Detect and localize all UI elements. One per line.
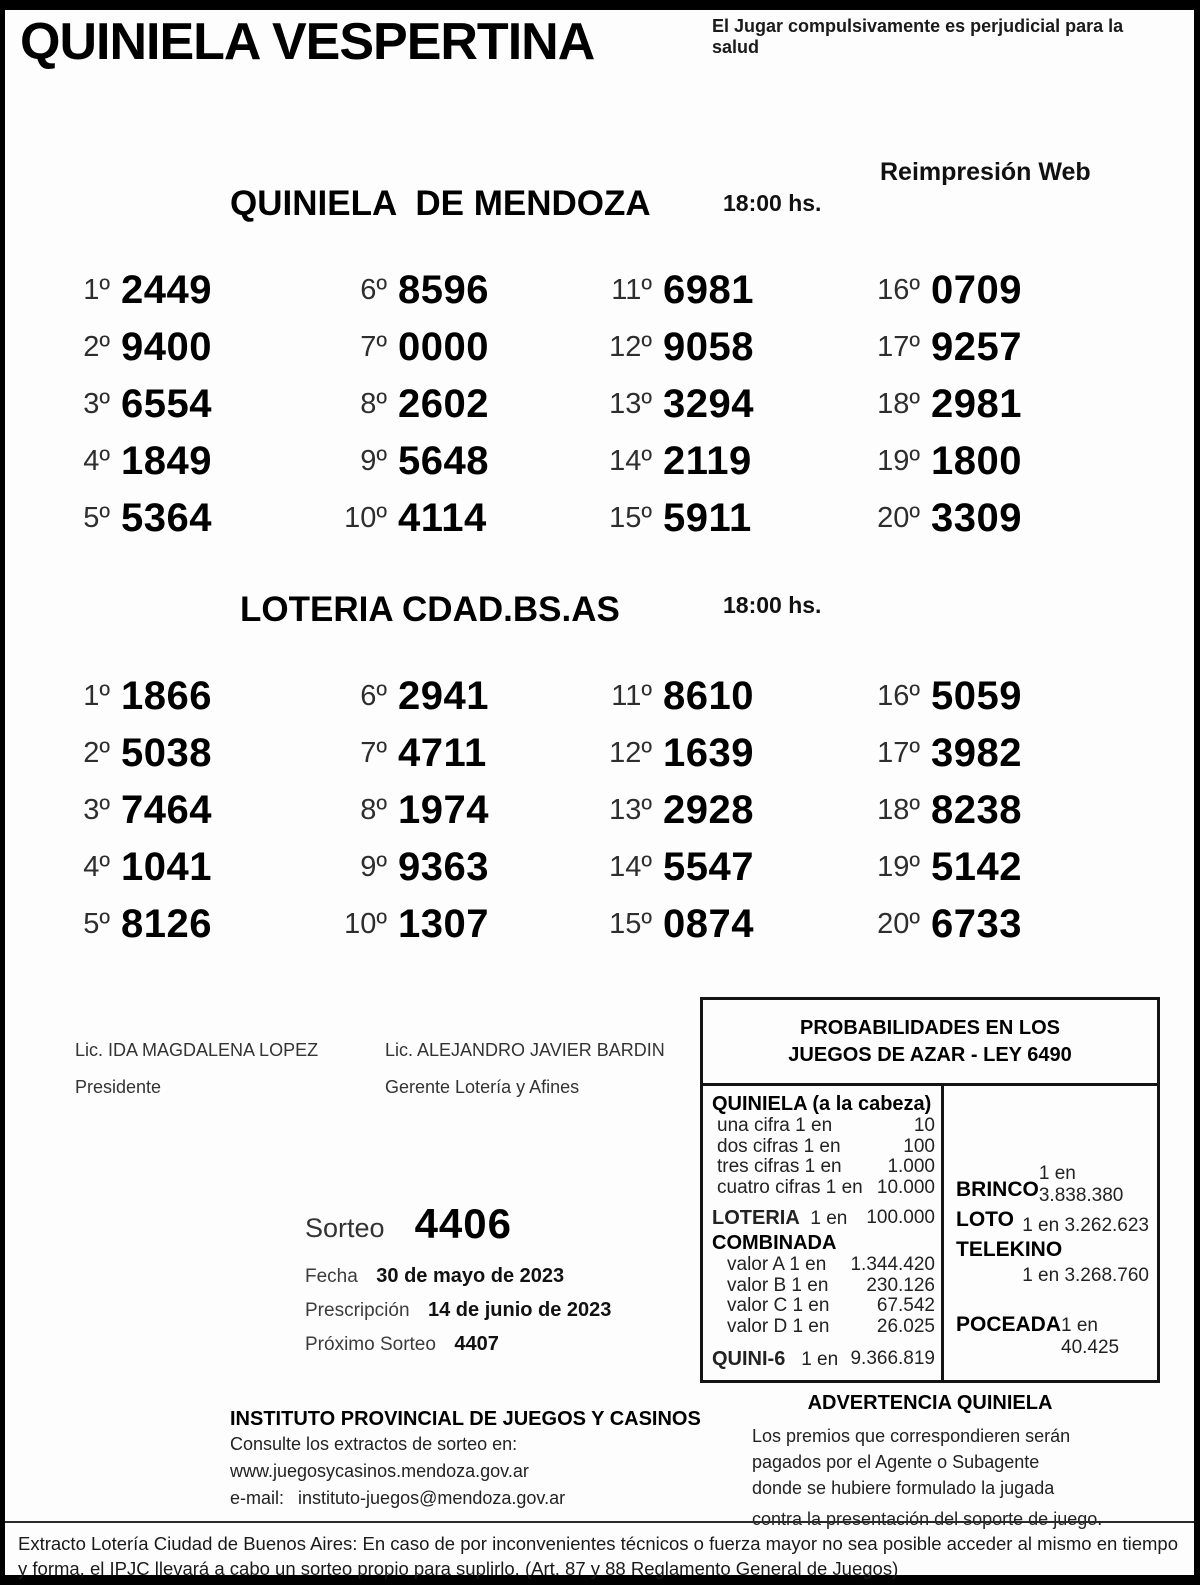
result-number: 4114	[398, 496, 487, 540]
probability-label: tres cifras 1 en	[717, 1156, 842, 1177]
result-rank: 19º	[877, 851, 920, 883]
result-cell	[580, 376, 848, 433]
result-cell	[580, 319, 848, 376]
probability-value: 1.000	[887, 1156, 935, 1177]
probability-value: 1.344.420	[850, 1254, 935, 1275]
signature-name: Lic. ALEJANDRO JAVIER BARDIN	[385, 1040, 665, 1060]
result-number: 2981	[931, 382, 1022, 426]
quini6-odds-label: QUINI-6	[712, 1348, 786, 1370]
result-rank: 16º	[877, 680, 920, 712]
result-rank: 20º	[877, 908, 920, 940]
result-rank: 18º	[877, 388, 920, 420]
probability-value: 67.542	[876, 1295, 935, 1316]
prescription-label: Prescripción	[305, 1300, 410, 1321]
probability-row	[712, 1317, 935, 1338]
signature-role: Gerente Lotería y Afines	[385, 1077, 580, 1097]
result-rank: 7º	[360, 331, 387, 363]
result-rank: 19º	[877, 445, 920, 477]
warning-line: donde se hubiere formulado la jugada	[752, 1478, 1055, 1498]
footer-divider	[5, 1521, 1194, 1523]
quiniela-odds-rows	[712, 1116, 935, 1198]
bsas-results-grid	[38, 668, 1158, 953]
result-number: 4711	[398, 731, 487, 775]
probability-row	[712, 1116, 935, 1137]
result-cell	[38, 839, 315, 896]
warning-line: Los premios que correspondieren serán	[752, 1426, 1071, 1446]
probability-label: valor C 1 en	[727, 1295, 830, 1316]
probabilities-right-column	[944, 1086, 1157, 1383]
result-number: 6554	[121, 382, 212, 426]
draw-info-block	[305, 1200, 611, 1362]
result-rank: 7º	[360, 737, 387, 769]
quiniela-warning-text	[700, 1423, 1160, 1532]
result-rank: 1º	[83, 274, 110, 306]
result-cell	[848, 896, 1158, 953]
probability-value: 230.126	[866, 1274, 935, 1296]
probability-label: valor D 1 en	[727, 1315, 830, 1337]
result-cell	[580, 668, 848, 725]
result-rank: 4º	[83, 445, 110, 477]
result-number: 5059	[931, 674, 1022, 718]
result-cell	[580, 782, 848, 839]
result-number: 5911	[663, 496, 752, 540]
result-number: 9058	[663, 325, 754, 369]
result-rank: 18º	[877, 794, 920, 826]
institute-email-line	[230, 1485, 701, 1512]
result-rank: 12º	[609, 331, 652, 363]
result-cell	[315, 376, 580, 433]
draw-number-value: 4406	[414, 1200, 512, 1247]
result-cell	[848, 782, 1158, 839]
result-rank: 8º	[360, 794, 387, 826]
result-rank: 3º	[83, 388, 110, 420]
loto-label: LOTO	[956, 1208, 1014, 1231]
result-cell	[315, 668, 580, 725]
result-number: 5364	[121, 496, 212, 540]
result-rank: 5º	[83, 908, 110, 940]
prescription-value: 14 de junio de 2023	[428, 1299, 612, 1321]
probability-row	[712, 1296, 935, 1317]
result-cell	[38, 725, 315, 782]
probability-label: cuatro cifras 1 en	[717, 1176, 863, 1198]
mendoza-section-heading: QUINIELA DE MENDOZA	[230, 184, 651, 223]
result-rank: 10º	[344, 908, 387, 940]
institute-email: instituto-juegos@mendoza.gov.ar	[298, 1488, 566, 1508]
result-rank: 12º	[609, 737, 652, 769]
quiniela-warning-title: ADVERTENCIA QUINIELA	[807, 1392, 1053, 1414]
result-cell	[580, 490, 848, 547]
result-rank: 15º	[609, 502, 652, 534]
result-rank: 11º	[611, 680, 652, 712]
result-cell	[38, 262, 315, 319]
page-title: QUINIELA VESPERTINA	[20, 13, 595, 71]
result-number: 3309	[931, 496, 1022, 540]
probabilities-title	[703, 1000, 1157, 1086]
result-cell	[315, 839, 580, 896]
loteria-odds-value: 100.000	[866, 1207, 935, 1228]
result-number: 6733	[931, 902, 1022, 946]
poceada-label: POCEADA	[956, 1313, 1062, 1336]
probability-row	[712, 1255, 935, 1276]
result-cell	[580, 896, 848, 953]
result-rank: 13º	[609, 388, 652, 420]
institute-block	[230, 1408, 701, 1512]
probability-row	[712, 1276, 935, 1297]
result-number: 1307	[398, 902, 489, 946]
result-rank: 20º	[877, 502, 920, 534]
result-cell	[38, 896, 315, 953]
result-cell	[315, 896, 580, 953]
result-rank: 2º	[83, 737, 110, 769]
result-rank: 9º	[360, 445, 387, 477]
page-border-right	[1194, 0, 1200, 1585]
result-cell	[315, 782, 580, 839]
combinada-odds-rows	[712, 1255, 935, 1337]
result-number: 5648	[398, 439, 489, 483]
probability-value: 10	[913, 1115, 935, 1136]
result-number: 9257	[931, 325, 1022, 369]
mendoza-draw-time: 18:00 hs.	[723, 190, 822, 216]
result-number: 1800	[931, 439, 1022, 483]
footer-legal-text: Extracto Lotería Ciudad de Buenos Aires: En caso de por inconvenientes técnicos o fuerza mayor no sea posible acceder al mismo en tiempo y forma, el IPJC llevará a cabo un sorteo propio para suplirlo. (Art. 87 y 88 Reglamento General de Juegos)	[18, 1533, 1178, 1579]
signature-name: Lic. IDA MAGDALENA LOPEZ	[75, 1040, 319, 1060]
result-cell	[315, 490, 580, 547]
telekino-label: TELEKINO	[956, 1238, 1063, 1261]
probabilities-title-line1: PROBABILIDADES EN LOS	[799, 1016, 1061, 1039]
brinco-label: BRINCO	[956, 1178, 1039, 1201]
result-cell	[580, 433, 848, 490]
result-number: 5547	[663, 845, 754, 889]
result-rank: 1º	[83, 680, 110, 712]
loto-odds: 1 en 3.262.623	[1022, 1215, 1149, 1236]
probability-value: 10.000	[876, 1176, 935, 1198]
poceada-odds-row	[956, 1313, 1149, 1359]
result-number: 3982	[931, 731, 1022, 775]
result-number: 2602	[398, 382, 489, 426]
quiniela-warning-block	[700, 1392, 1160, 1532]
result-cell	[315, 725, 580, 782]
result-number: 8596	[398, 268, 489, 312]
probability-value: 26.025	[876, 1315, 935, 1337]
probabilities-left-column	[703, 1086, 944, 1383]
telekino-odds: 1 en 3.268.760	[1022, 1265, 1149, 1286]
draw-date-label: Fecha	[305, 1266, 358, 1287]
probability-label: valor A 1 en	[727, 1254, 827, 1275]
result-rank: 15º	[609, 908, 652, 940]
next-draw-label: Próximo Sorteo	[305, 1334, 436, 1355]
probability-label: una cifra 1 en	[717, 1115, 833, 1136]
result-number: 3294	[663, 382, 754, 426]
result-number: 1866	[121, 674, 212, 718]
result-cell	[315, 433, 580, 490]
result-number: 5142	[931, 845, 1022, 889]
warning-line: contra la presentación del soporte de juego.	[752, 1509, 1103, 1529]
result-cell	[848, 490, 1158, 547]
result-cell	[848, 376, 1158, 433]
result-cell	[315, 262, 580, 319]
result-number: 6981	[663, 268, 754, 312]
probability-label: valor B 1 en	[727, 1274, 829, 1296]
result-cell	[848, 262, 1158, 319]
probability-row	[712, 1157, 935, 1178]
signature-role: Presidente	[75, 1077, 162, 1097]
quini6-odds-value: 9.366.819	[850, 1348, 935, 1369]
result-number: 0874	[663, 902, 754, 946]
result-number: 9363	[398, 845, 489, 889]
result-rank: 6º	[360, 274, 387, 306]
result-number: 1041	[121, 845, 212, 889]
result-rank: 17º	[877, 737, 920, 769]
email-label: e-mail:	[230, 1488, 285, 1508]
institute-name: INSTITUTO PROVINCIAL DE JUEGOS Y CASINOS	[230, 1408, 701, 1430]
result-cell	[38, 668, 315, 725]
result-cell	[38, 490, 315, 547]
loteria-odds-mid: 1 en	[810, 1208, 848, 1229]
result-number: 5038	[121, 731, 212, 775]
result-rank: 13º	[609, 794, 652, 826]
result-cell	[848, 319, 1158, 376]
page-border-top	[0, 0, 1200, 10]
result-rank: 4º	[83, 851, 110, 883]
result-number: 2941	[398, 674, 489, 718]
probability-row	[712, 1137, 935, 1158]
result-rank: 14º	[609, 851, 652, 883]
health-warning-text: El Jugar compulsivamente es perjudicial para la salud	[712, 16, 1124, 57]
result-cell	[580, 839, 848, 896]
result-cell	[580, 262, 848, 319]
result-number: 1639	[663, 731, 754, 775]
probability-row	[712, 1178, 935, 1199]
result-rank: 5º	[83, 502, 110, 534]
institute-consult-line: Consulte los extractos de sorteo en:	[230, 1434, 518, 1454]
result-rank: 6º	[360, 680, 387, 712]
signature-manager	[385, 1040, 665, 1098]
signature-president	[75, 1040, 318, 1098]
loto-odds-row	[956, 1208, 1149, 1236]
result-cell	[580, 725, 848, 782]
probability-label: dos cifras 1 en	[717, 1135, 841, 1157]
result-number: 2449	[121, 268, 212, 312]
quiniela-odds-header: QUINIELA (a la cabeza)	[712, 1093, 932, 1115]
result-cell	[38, 433, 315, 490]
draw-date-value: 30 de mayo de 2023	[376, 1265, 565, 1287]
result-cell	[848, 839, 1158, 896]
combinada-odds-header: COMBINADA	[712, 1232, 837, 1254]
result-rank: 11º	[611, 274, 652, 306]
result-number: 1974	[398, 788, 489, 832]
result-cell	[38, 782, 315, 839]
result-number: 8610	[663, 674, 754, 718]
result-number: 2119	[663, 439, 752, 483]
result-rank: 8º	[360, 388, 387, 420]
result-rank: 14º	[609, 445, 652, 477]
brinco-odds-row	[956, 1158, 1149, 1206]
result-rank: 2º	[83, 331, 110, 363]
result-rank: 16º	[877, 274, 920, 306]
result-number: 8126	[121, 902, 212, 946]
probability-value: 100	[903, 1135, 935, 1157]
result-number: 9400	[121, 325, 212, 369]
result-number: 2928	[663, 788, 754, 832]
probabilities-box	[700, 997, 1160, 1383]
result-number: 8238	[931, 788, 1022, 832]
warning-line: pagados por el Agente o Subagente	[752, 1452, 1040, 1472]
result-cell	[315, 319, 580, 376]
poceada-odds: 1 en 40.425	[1061, 1315, 1120, 1358]
loteria-odds-label: LOTERIA	[712, 1207, 800, 1229]
bsas-draw-time: 18:00 hs.	[723, 592, 822, 618]
quini6-odds-row	[712, 1348, 935, 1371]
result-rank: 9º	[360, 851, 387, 883]
institute-website: www.juegosycasinos.mendoza.gov.ar	[230, 1461, 529, 1481]
result-number: 0709	[931, 268, 1022, 312]
result-number: 1849	[121, 439, 212, 483]
result-cell	[38, 376, 315, 433]
mendoza-results-grid	[38, 262, 1158, 547]
brinco-odds: 1 en 3.838.380	[1038, 1163, 1124, 1206]
reprint-web-label: Reimpresión Web	[880, 158, 1091, 186]
bsas-section-heading: LOTERIA CDAD.BS.AS	[240, 590, 620, 629]
result-rank: 3º	[83, 794, 110, 826]
telekino-odds-row	[956, 1238, 1149, 1287]
result-number: 7464	[121, 788, 212, 832]
result-rank: 17º	[877, 331, 920, 363]
draw-number-label: Sorteo	[305, 1213, 385, 1243]
result-number: 0000	[398, 325, 489, 369]
next-draw-value: 4407	[454, 1333, 499, 1355]
probabilities-title-line2: JUEGOS DE AZAR - LEY 6490	[788, 1043, 1072, 1066]
page-border-left	[0, 0, 5, 1585]
loteria-odds-row	[712, 1207, 935, 1230]
result-cell	[38, 319, 315, 376]
result-cell	[848, 668, 1158, 725]
quini6-odds-mid: 1 en	[801, 1349, 839, 1370]
result-cell	[848, 433, 1158, 490]
result-cell	[848, 725, 1158, 782]
result-rank: 10º	[344, 502, 387, 534]
